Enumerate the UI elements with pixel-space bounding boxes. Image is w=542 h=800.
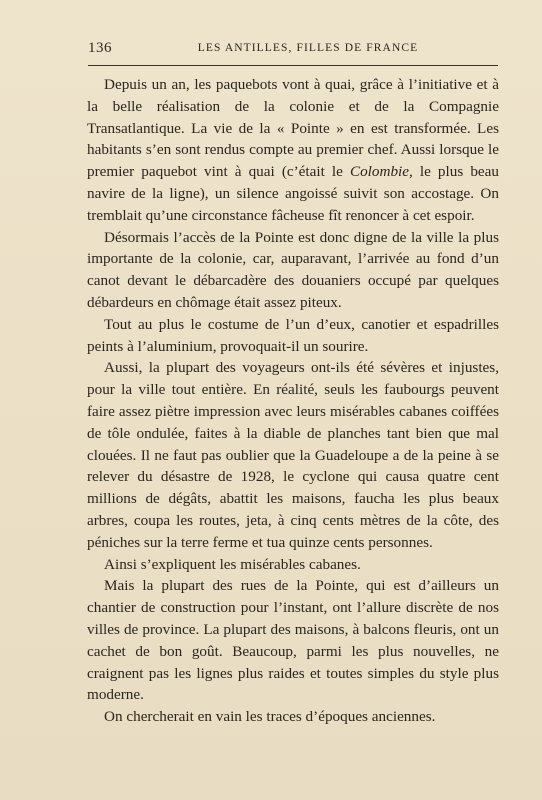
paragraph: Mais la plupart des rues de la Pointe, qui est d’ailleurs un chantier de construction pour l’instant, ont l’allure discrète de nos villes de province. La plupart des maisons, à balcons fleuris, ont un cachet de bon goût. Beaucoup, parmi les plus nouvelles, ne craignent pas les lignes plus raides et toutes simples du style plus moderne. <box>87 577 499 704</box>
header-rule <box>88 65 498 66</box>
paragraph: Désormais l’accès de la Pointe est donc digne de la ville la plus importante de la colonie, car, auparavant, l’arrivée au fond d’un canot devant le débarcadère des douaniers occupé par quelques débardeurs en chômage était assez piteux. <box>87 228 499 311</box>
running-head: LES ANTILLES, FILLES DE FRANCE <box>197 42 419 54</box>
page-header <box>88 40 498 62</box>
ship-name: Colombie, <box>349 163 413 181</box>
paragraph: Aussi, la plupart des voyageurs ont-ils été sévères et injustes, pour la ville tout entière. En réalité, seuls les faubourgs peuvent faire assez piètre impression avec leurs misérables cabanes coiffées de tôle ondulée, faites à la diable de planches tant bien que mal clouées. Il ne faut pas oublier que la Guadeloupe a de la peine à se relever du désastre de 1928, le cyclone qui causa quatre cent millions de dégâts, abattit les maisons, faucha les plus beaux arbres, coupa les routes, jeta, à cinq cents mètres de la côte, des péniches sur la terre ferme et tua quinze cents personnes. <box>87 359 499 551</box>
paragraph: Tout au plus le costume de l’un d’eux, canotier et espadrilles peints à l’aluminium, provoquait-il un sourire. <box>87 315 499 355</box>
paragraph: On chercherait en vain les traces d’époques anciennes. <box>104 708 436 726</box>
body-text <box>87 74 499 728</box>
page-number: 136 <box>88 40 112 56</box>
paragraph: Depuis un an, les paquebots vont à quai, grâce à l’initiative et à la belle réalisation de la colonie et de la Compagnie Transatlantique. La vie de la « Pointe » en est transformée. Les habitants s’en sont rendus compte au premier chef. Aussi lorsque le premier paquebot vint à quai (c’était le Colombie, le plus beau navire de la ligne), un silence angoissé suivit son accostage. On tremblait qu’une circonstance fâcheuse fît renoncer à cet espoir. <box>87 76 499 224</box>
paragraph: Ainsi s’expliquent les misérables cabanes. <box>104 555 361 573</box>
